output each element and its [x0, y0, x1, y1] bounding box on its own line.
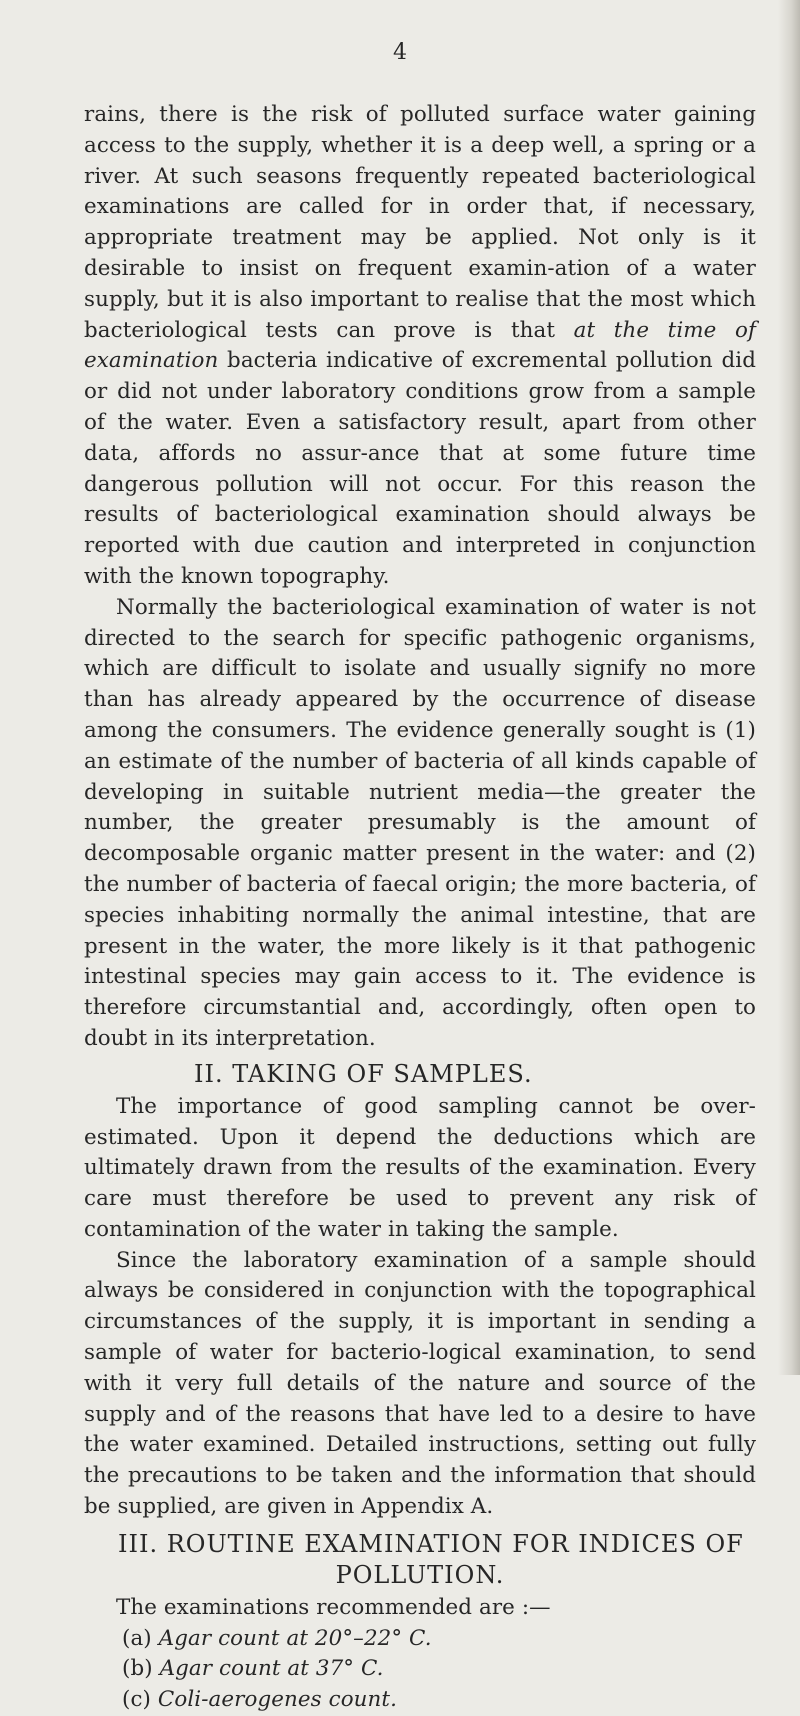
paragraph-1-text-b: bacteria indicative of excremental pollution did or did not under laboratory conditions grow from a sample of the water. Even a satisfactory result, apart from other data, affords no assur-ance that at some future time dangerous pollution will not occur. For this reason the results of bacteriological examination should always be reported with due caution and interpreted in conjunction with the known topography.: [84, 348, 756, 589]
list-item-prefix: (a): [122, 1625, 159, 1651]
paragraph-intro-examinations: The examinations recommended are :—: [116, 1594, 551, 1620]
list-item: [122, 1624, 756, 1655]
list-item: [122, 1654, 756, 1685]
page-edge-shadow: [778, 0, 800, 1375]
paragraph-1-emphasis: at the time of examination: [84, 317, 756, 374]
list-item-text: Agar count at 37° C.: [159, 1656, 384, 1682]
section-heading-line-1: III. ROUTINE EXAMINATION FOR INDICES OF: [118, 1529, 744, 1558]
paragraph-2-text: Normally the bacteriological examination of water is not directed to the search for specific pathogenic organisms, which are difficult to isolate and usually signify no more than has already appeared by the occurrence of disease among the consumers. The evidence generally sought is (1) an estimate of the number of bacteria of all kinds capable of developing in suitable nutrient media—the greater the number, the greater presumably is the amount of decomposable organic matter present in the water: and (2) the number of bacteria of faecal origin; the more bacteria, of species inhabiting normally the animal intestine, that are present in the water, the more likely is it that pathogenic intestinal species may gain access to it. The evidence is therefore circumstantial and, accordingly, often open to doubt in its interpretation.: [84, 594, 756, 1051]
list-item-text: Agar count at 20°–22° C.: [158, 1625, 432, 1651]
page-number: 4: [393, 40, 407, 65]
paragraph-3: The importance of good sampling cannot be over-estimated. Upon it depend the deductions which are ultimately drawn from the results of the examination. Every care must therefore be used to prevent any risk of contamination of the water in taking the sample.: [84, 1093, 756, 1242]
section-heading-routine-examination: [84, 1529, 756, 1591]
paragraph-2: [84, 593, 756, 1055]
section-heading-line-2: POLLUTION.: [335, 1560, 505, 1589]
paragraph-1-text-a: rains, there is the risk of polluted surface water gaining access to the supply, whether it is a deep well, a spring or a river. At such seasons frequently repeated bacteriological examinations are called for in order that, if necessary, appropriate treatment may be applied. Not only is it desirable to insist on frequent examin-ation of a water supply, but it is also important to realise that the most which bacteriological tests can prove is that: [84, 102, 756, 343]
paragraph-1: [84, 100, 756, 593]
list-item-prefix: (b): [122, 1656, 160, 1682]
examinations-list: [84, 1624, 756, 1716]
paragraph-4: Since the laboratory examination of a sample should always be considered in conjunction with the topographical circumstances of the supply, it is important in sending a sample of water for bacterio-logical examination, to send with it very full details of the nature and source of the supply and of the reasons that have led to a desire to have the water examined. Detailed instructions, setting out fully the precautions to be taken and the information that should be supplied, are given in Appendix A.: [84, 1247, 756, 1520]
page-body: [84, 100, 756, 1716]
section-heading-taking-samples: II. TAKING OF SAMPLES.: [194, 1059, 533, 1088]
list-item: [122, 1685, 756, 1716]
list-item-text: Coli-aerogenes count.: [157, 1687, 398, 1713]
list-item-prefix: (c): [122, 1687, 158, 1713]
